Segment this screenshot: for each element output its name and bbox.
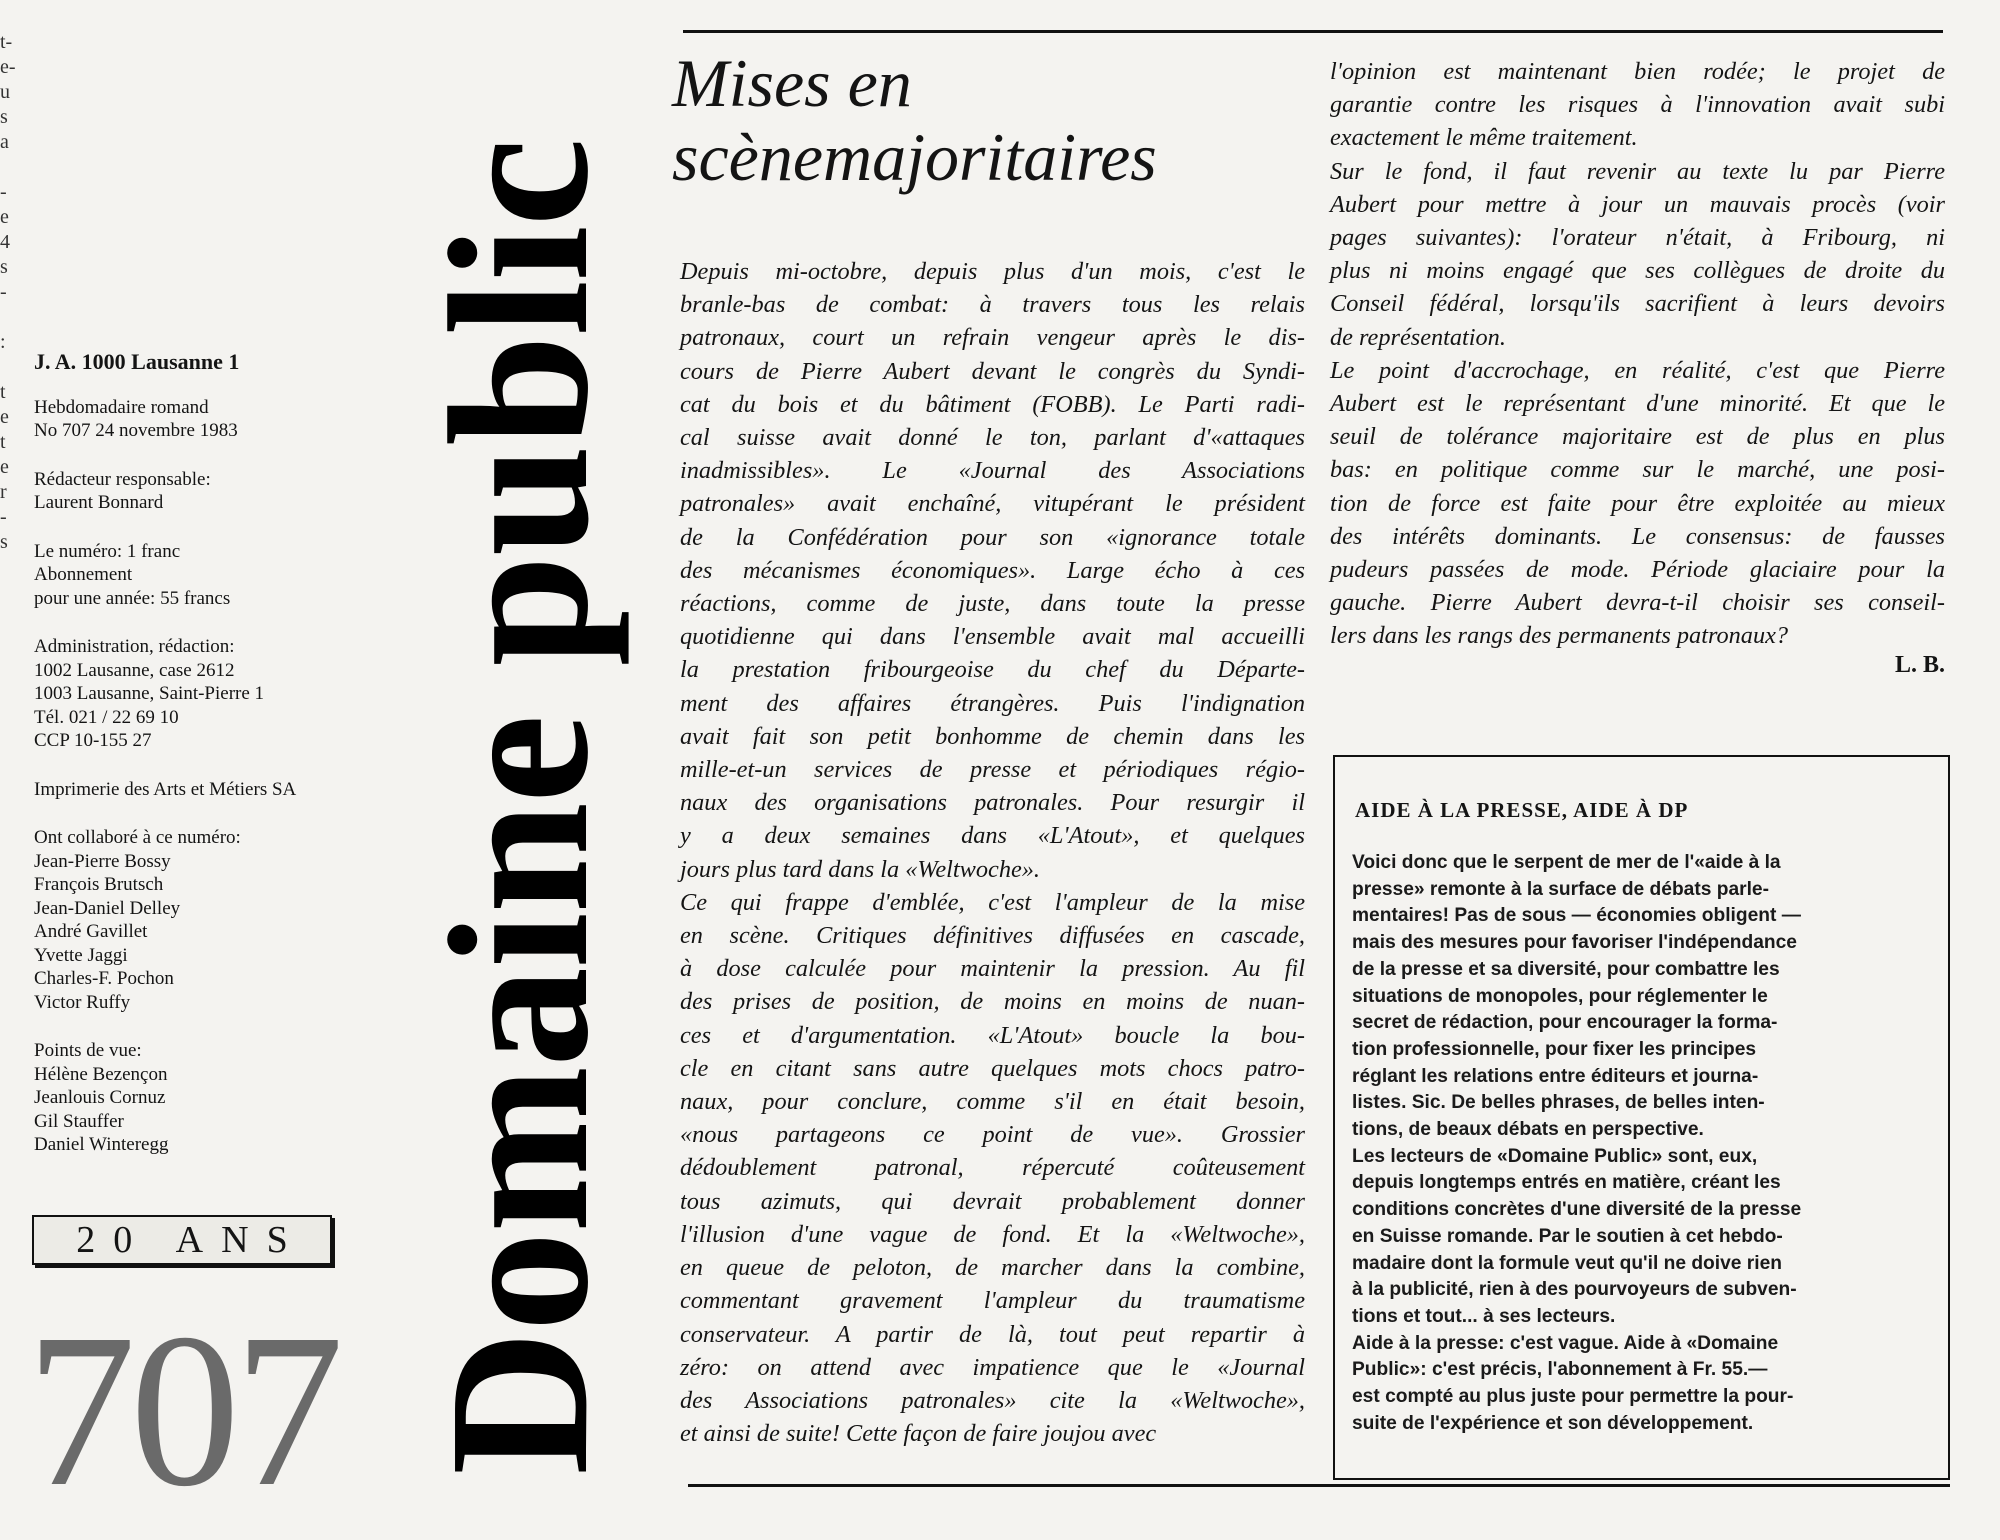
text-line: des mécanismes économiques». Large écho à ces — [680, 556, 1305, 584]
text-line: cal suisse avait donné le ton, parlant d'«attaques — [680, 424, 1305, 452]
text-line: gauche. Pierre Aubert devra-t-il choisir ses conseil- — [1330, 589, 1945, 617]
text-line: cours de Pierre Aubert devant le congrès du Syndi- — [680, 357, 1305, 385]
text-line: jours plus tard dans la «Weltwoche». — [680, 855, 1040, 883]
text-line: tions et tout... à ses lecteurs. — [1352, 1305, 1616, 1327]
left-edge-fragments — [0, 30, 16, 555]
text-line: Mises en scène — [672, 45, 912, 195]
text-line: ces et d'argumentation. «L'Atout» boucle la bou- — [680, 1021, 1305, 1049]
text-line: réactions, comme de juste, dans toute la presse — [680, 590, 1305, 618]
text-line: y a deux semaines dans «L'Atout», et quelques — [680, 822, 1305, 850]
edge-fragment: e — [0, 406, 9, 428]
text-line: zéro: on attend avec impatience que le «Journal — [680, 1353, 1305, 1381]
viewpoints-block — [34, 1039, 414, 1157]
text-line: Ce qui frappe d'emblée, c'est l'ampleur de la mise — [680, 888, 1305, 916]
text-line: patronaux, court un refrain vengeur après le dis- — [680, 324, 1305, 352]
publication-block — [34, 396, 414, 443]
text-line: Imprimerie des Arts et Métiers SA — [34, 778, 297, 800]
text-line: lers dans les rangs des permanents patronaux? — [1330, 622, 1789, 650]
text-line: mille-et-un services de presse et périodiques régio- — [680, 756, 1305, 784]
edge-fragment: - — [0, 506, 7, 528]
text-line: Gil Stauffer — [34, 1110, 124, 1132]
text-line: Le point d'accrochage, en réalité, c'est que Pierre — [1330, 356, 1945, 384]
text-line: situations de monopoles, pour réglementer le — [1352, 985, 1768, 1007]
text-line: tions, de beaux débats en perspective. — [1352, 1119, 1704, 1141]
text-line: Le numéro: 1 franc — [34, 540, 181, 562]
text-line: tous azimuts, qui devrait probablement donner — [680, 1187, 1305, 1215]
text-line: naux, pour conclure, comme s'il en était besoin, — [680, 1088, 1305, 1116]
text-line: des prises de position, de moins en moins de nuan- — [680, 988, 1305, 1016]
text-line: à dose calculée pour maintenir la pression. Au fil — [680, 955, 1305, 983]
editor-block — [34, 468, 414, 515]
text-line: exactement le même traitement. — [1330, 124, 1638, 152]
text-line: Conseil fédéral, lorsqu'ils sacrifient à leurs devoirs — [1330, 290, 1945, 318]
text-line: Administration, rédaction: — [34, 636, 235, 657]
press-aid-body — [1352, 850, 1932, 1437]
text-line: Laurent Bonnard — [34, 492, 164, 513]
postal-line: J. A. 1000 Lausanne 1 — [34, 349, 240, 374]
article-column-1 — [680, 255, 1305, 1450]
text-line: Jeanlouis Cornuz — [34, 1087, 166, 1108]
text-line: No 707 24 novembre 1983 — [34, 420, 238, 441]
text-line: Tél. 021 / 22 69 10 — [34, 706, 179, 728]
text-line: Ont collaboré à ce numéro: — [34, 827, 241, 848]
masthead-info — [34, 350, 414, 1182]
text-line: Hebdomadaire romand — [34, 396, 209, 418]
text-line: seuil de tolérance majoritaire est de plus en plus — [1330, 423, 1945, 451]
text-line: 1003 Lausanne, Saint-Pierre 1 — [34, 683, 265, 704]
text-line: presse» remonte à la surface de débats parle- — [1352, 878, 1769, 900]
text-line: naux des organisations patronales. Pour resurgir il — [680, 789, 1305, 817]
text-line: Yvette Jaggi — [34, 944, 128, 966]
edge-fragment: s — [0, 531, 8, 553]
text-line: 1002 Lausanne, case 2612 — [34, 659, 235, 681]
press-aid-title: AIDE À LA PRESSE, AIDE À DP — [1355, 798, 1689, 822]
text-line: Victor Ruffy — [34, 991, 131, 1013]
contributors-block — [34, 826, 414, 1014]
edge-fragment: e- — [0, 56, 16, 78]
edge-fragment: s — [0, 256, 8, 278]
text-line: ment des affaires étrangères. Puis l'indignation — [680, 689, 1305, 717]
bottom-rule — [688, 1484, 1950, 1487]
text-line: la prestation fribourgeoise du chef du Départe- — [680, 656, 1305, 684]
edge-fragment: s — [0, 106, 8, 128]
text-line: majoritaires — [823, 119, 1157, 195]
text-line: des intérêts dominants. Le consensus: de fausses — [1330, 522, 1945, 550]
text-line: quotidienne qui dans l'ensemble avait mal accueilli — [680, 623, 1305, 651]
text-line: pudeurs passées de mode. Période glaciaire pour la — [1330, 556, 1945, 584]
masthead-title: Domaine public — [409, 138, 630, 1475]
text-line: mentaires! Pas de sous — économies obligent — — [1352, 905, 1801, 927]
text-line: Rédacteur responsable: — [34, 468, 211, 490]
text-line: tion de force est faite pour être exploitée au mieux — [1330, 489, 1945, 517]
edge-fragment — [0, 155, 16, 180]
address-block — [34, 635, 414, 753]
top-rule — [683, 30, 1943, 33]
text-line: dédoublement patronal, répercuté coûteusement — [680, 1154, 1305, 1182]
text-line: inadmissibles». Le «Journal des Associations — [680, 457, 1305, 485]
text-line: CCP 10-155 27 — [34, 730, 152, 751]
edge-fragment: 4 — [0, 231, 10, 253]
edge-fragment: a — [0, 131, 9, 153]
text-line: tion professionnelle, pour fixer les principes — [1352, 1038, 1757, 1060]
text-line: cle en citant sans autre quelques mots chocs patro- — [680, 1054, 1305, 1082]
article-headline — [672, 46, 1312, 194]
text-line: des Associations patronales» cite la «Weltwoche», — [680, 1386, 1305, 1414]
text-line: Voici donc que le serpent de mer de l'«aide à la — [1352, 852, 1781, 873]
text-line: à la publicité, rien à des pourvoyeurs de subven- — [1352, 1279, 1797, 1301]
anniversary-badge: 20 ANS — [32, 1215, 332, 1265]
text-line: Jean-Pierre Bossy — [34, 850, 171, 872]
text-line: Aubert est le représentant d'une minorité. Et que le — [1330, 390, 1945, 418]
text-line: garantie contre les risques à l'innovation avait subi — [1330, 91, 1945, 119]
text-line: en queue de peloton, de marcher dans la combine, — [680, 1254, 1305, 1282]
article-signature: L. B. — [1894, 652, 1945, 678]
text-line: de la Confédération pour son «ignorance totale — [680, 523, 1305, 551]
issue-number: 707 — [26, 1288, 338, 1532]
text-line: madaire dont la formule veut qu'il ne doive rien — [1352, 1252, 1782, 1274]
text-line: branle-bas de combat: à travers tous les relais — [680, 291, 1305, 319]
text-line: de représentation. — [1330, 323, 1506, 351]
text-line: est compté au plus juste pour permettre la pour- — [1352, 1386, 1794, 1408]
text-line: bas: en politique comme sur le marché, une posi- — [1330, 456, 1945, 484]
text-line: pages suivantes): l'orateur n'était, à Fribourg, ni — [1330, 224, 1945, 252]
edge-fragment: - — [0, 181, 7, 203]
edge-fragment: : — [0, 331, 6, 353]
text-line: secret de rédaction, pour encourager la forma- — [1352, 1012, 1778, 1034]
text-line: Daniel Winteregg — [34, 1134, 169, 1155]
text-line: depuis longtemps entrés en matière, créant les — [1352, 1172, 1781, 1194]
edge-fragment — [0, 355, 16, 380]
edge-fragment: e — [0, 456, 9, 478]
edge-fragment: t — [0, 431, 6, 453]
text-line: Public»: c'est précis, l'abonnement à Fr. 55.— — [1352, 1359, 1768, 1381]
article-column-2 — [1330, 55, 1945, 653]
text-line: avait fait son petit bonhomme de chemin dans les — [680, 722, 1305, 750]
text-line: réglant les relations entre éditeurs et journa- — [1352, 1065, 1759, 1087]
text-line: mais des mesures pour favoriser l'indépendance — [1352, 932, 1797, 954]
text-line: patronales» avait enchaîné, vitupérant le président — [680, 490, 1305, 518]
edge-fragment: - — [0, 281, 7, 303]
text-line: l'illusion d'une vague de fond. Et la «Weltwoche», — [680, 1220, 1305, 1248]
text-line: pour une année: 55 francs — [34, 587, 231, 609]
text-line: Aubert pour mettre à jour un mauvais procès (voir — [1330, 190, 1945, 218]
edge-fragment: t — [0, 381, 6, 403]
text-line: conditions concrètes d'une diversité de la presse — [1352, 1199, 1802, 1221]
text-line: plus ni moins engagé que ses collègues de droite du — [1330, 257, 1945, 285]
edge-fragment: r — [0, 481, 7, 503]
text-line: François Brutsch — [34, 874, 164, 895]
text-line: André Gavillet — [34, 921, 148, 942]
text-line: l'opinion est maintenant bien rodée; le projet de — [1330, 58, 1945, 85]
text-line: commentant gravement l'ampleur du traumatisme — [680, 1287, 1305, 1315]
text-line: Depuis mi-octobre, depuis plus d'un mois, c'est le — [680, 258, 1305, 285]
text-line: cat du bois et du bâtiment (FOBB). Le Parti radi- — [680, 390, 1305, 418]
text-line: en Suisse romande. Par le soutien à cet hebdo- — [1352, 1225, 1783, 1247]
text-line: Aide à la presse: c'est vague. Aide à «Domaine — [1352, 1332, 1779, 1354]
text-line: Abonnement — [34, 564, 133, 585]
text-line: listes. Sic. De belles phrases, de belles inten- — [1352, 1092, 1765, 1114]
edge-fragment — [0, 305, 16, 330]
text-line: de la presse et sa diversité, pour combattre les — [1352, 958, 1780, 980]
text-line: Jean-Daniel Delley — [34, 897, 181, 919]
text-line: Hélène Bezençon — [34, 1063, 168, 1085]
printer-block — [34, 778, 414, 802]
text-line: Points de vue: — [34, 1040, 142, 1061]
text-line: Sur le fond, il faut revenir au texte lu par Pierre — [1330, 157, 1945, 185]
text-line: suite de l'expérience et son développement. — [1352, 1412, 1754, 1434]
text-line: «nous partageons ce point de vue». Grossier — [680, 1121, 1305, 1149]
text-line: en scène. Critiques définitives diffusées en cascade, — [680, 922, 1305, 950]
edge-fragment: t- — [0, 31, 13, 53]
text-line: Les lecteurs de «Domaine Public» sont, eux, — [1352, 1145, 1758, 1167]
edge-fragment: e — [0, 206, 9, 228]
text-line: et ainsi de suite! Cette façon de faire joujou avec — [680, 1420, 1157, 1448]
text-line: conservateur. A partir de là, tout peut repartir à — [680, 1320, 1305, 1348]
text-line: Charles-F. Pochon — [34, 968, 174, 989]
pricing-block — [34, 540, 414, 611]
edge-fragment: u — [0, 81, 10, 103]
